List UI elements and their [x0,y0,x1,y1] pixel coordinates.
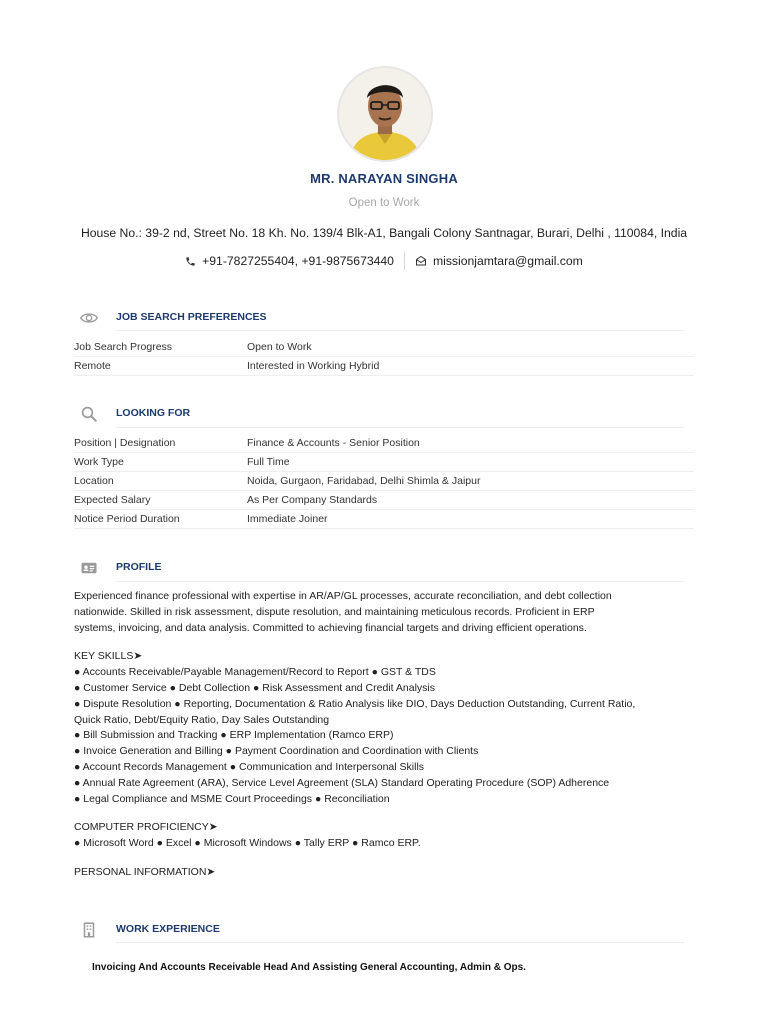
email-address[interactable]: missionjamtara@gmail.com [432,254,583,268]
looking-row [74,472,694,491]
pref-label: Job Search Progress [74,341,173,353]
candidate-name: MR. NARAYAN SINGHA [310,171,458,186]
envelope-icon [415,255,427,267]
contact-divider [404,252,405,270]
phone-numbers[interactable]: +91-7827255404, +91-9875673440 [202,254,394,268]
looking-row [74,434,694,453]
pref-value: Interested in Working Hybrid [247,360,380,372]
pref-row [74,338,694,357]
address: House No.: 39-2 nd, Street No. 18 Kh. No. 139/4 Blk-A1, Bangali Colony Santnagar, Burari, Delhi , 110084, India [80,226,688,240]
key-skill-line: ● Account Records Management ● Communication and Interpersonal Skills [74,760,425,773]
section-title-work-experience: WORK EXPERIENCE [116,923,220,935]
pref-row [74,357,694,376]
looking-row [74,510,694,529]
summary-line: systems, invoicing, and data analysis. Committed to achieving financial targets and driving efficient operations. [74,621,587,634]
id-card-icon [80,559,98,577]
section-divider [116,942,684,943]
pref-label: Remote [74,360,111,372]
phone-icon [185,256,196,267]
building-icon [80,921,98,939]
section-title-profile: PROFILE [116,561,162,573]
section-divider [116,581,684,582]
profile-body [74,589,696,881]
summary-line: Experienced finance professional with expertise in AR/AP/GL processes, accurate reconciliation, and debt collection [74,590,612,602]
key-skills-heading: KEY SKILLS➤ [74,650,143,663]
looking-row [74,453,694,472]
looking-label: Work Type [74,456,124,468]
looking-value: Noida, Gurgaon, Faridabad, Delhi Shimla & Jaipur [247,475,481,487]
key-skill-line: ● Legal Compliance and MSME Court Proceedings ● Reconciliation [74,792,390,805]
computer-skills: ● Microsoft Word ● Excel ● Microsoft Windows ● Tally ERP ● Ramco ERP. [74,837,421,850]
looking-value: Finance & Accounts - Senior Position [247,437,420,449]
job-title: Invoicing And Accounts Receivable Head And Assisting General Accounting, Admin & Ops. [92,962,526,973]
looking-row [74,491,694,510]
key-skill-line: ● Customer Service ● Debt Collection ● Risk Assessment and Credit Analysis [74,681,435,694]
section-divider [116,427,684,428]
section-title-job-search: JOB SEARCH PREFERENCES [116,311,267,323]
looking-label: Position | Designation [74,437,176,449]
headline: Open to Work [348,197,420,209]
looking-value: As Per Company Standards [247,494,378,506]
profile-photo [337,66,433,162]
personal-information-heading: PERSONAL INFORMATION➤ [74,865,216,878]
key-skill-line: Quick Ratio, Debt/Equity Ratio, Day Sales Outstanding [74,713,330,726]
search-icon [80,405,98,423]
looking-label: Expected Salary [74,494,151,506]
section-title-looking-for: LOOKING FOR [116,407,191,419]
pref-value: Open to Work [247,341,312,353]
summary-line: nationwide. Skilled in risk assessment, dispute resolution, and maintaining meticulous records. Proficient in ERP [74,605,595,618]
key-skill-line: ● Bill Submission and Tracking ● ERP Implementation (Ramco ERP) [74,729,394,742]
eye-icon [80,309,98,327]
key-skill-line: ● Dispute Resolution ● Reporting, Documentation & Ratio Analysis like DIO, Days Deduction Outstanding, Current Ratio, [74,697,636,710]
key-skill-line: ● Annual Rate Agreement (ARA), Service Level Agreement (SLA) Standard Operating Procedure (SOP) Adherence [74,776,610,789]
key-skill-line: ● Invoice Generation and Billing ● Payment Coordination and Coordination with Clients [74,745,479,758]
section-divider [116,330,684,331]
looking-label: Notice Period Duration [74,513,180,525]
key-skill-line: ● Accounts Receivable/Payable Management/Record to Report ● GST & TDS [74,666,436,679]
looking-value: Immediate Joiner [247,513,328,525]
computer-proficiency-heading: COMPUTER PROFICIENCY➤ [74,821,218,834]
looking-value: Full Time [247,456,290,468]
avatar [339,68,431,160]
contact-row [0,252,768,270]
looking-label: Location [74,475,114,487]
